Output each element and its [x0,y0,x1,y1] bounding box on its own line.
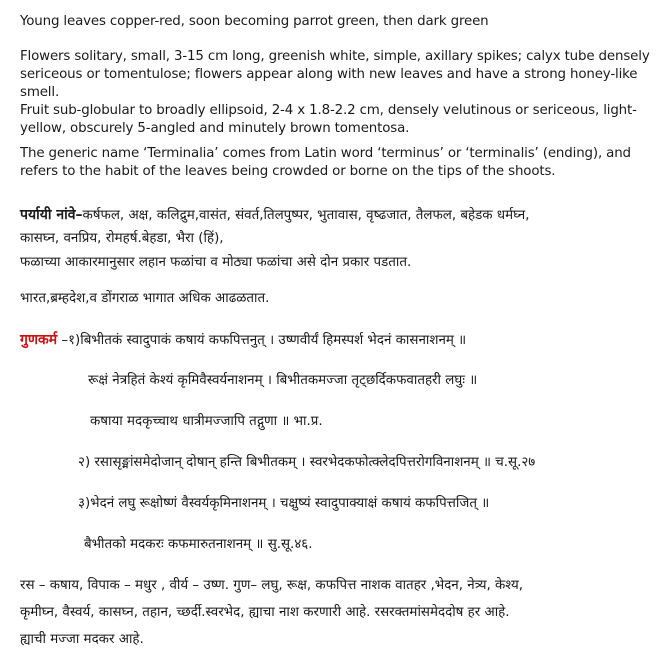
verse-4: बैभीतको मदकरः कफमारुतनाशनम् ॥ सु.सू.४६. [84,537,313,552]
verse-3: ३)भेदनं लघु रूक्षोष्णं वैस्वर्यकृमिनाशनम् । चक्षुष्यं स्वादुपाक्याक्षं कषायं कफपित्तजित् ॥ [78,496,490,511]
gunakarma-label: गुणकर्म [20,332,58,348]
synonyms-text-1: कर्षफल, अक्ष, कलिद्रुम,वासंत, संवर्त,तिलपुष्पर, भुतावास, वृष्ढजात, तैलफल, बहेडक धर्मघ्न, [82,208,530,223]
properties-line-3: ह्याची मज्जा मदकर आहे. [20,632,144,647]
fruit-types-line: फळाच्या आकारमानुसार लहान फळांचा व मोठ्या फळांचा असे दोन प्रकार पडतात. [20,255,412,270]
gunakarma-line-1 [20,332,466,349]
flowers-description-line-2: sericeous or tomentulose; flowers appear along with new leaves and have a strong honey-like [20,67,638,82]
flowers-description-line-3: smell. [20,85,60,100]
fruit-description-line-1: Fruit sub-globular to broadly ellipsoid, 2-4 x 1.8-2.2 cm, densely velutinous or sericeous, light- [20,103,637,118]
generic-name-line-1: The generic name ‘Terminalia’ comes from Latin word ‘terminus’ or ‘terminalis’ (ending), and [20,146,631,161]
verse-1b: रूक्षं नेत्रहितं केश्यं कृमिवैस्वर्यनाशनम् । बिभीतकमज्जा तृट्छर्दिकफवातहरी लघुः ॥ [88,373,478,388]
verse-1a: –१)बिभीतकं स्वादुपाकं कषायं कफपित्तनुत् । उष्णवीर्यं हिमस्पर्श भेदनं कासनाशनम् ॥ [57,333,467,348]
synonyms-line-2: कासघ्न, वनप्रिय, रोमहर्ष.बेहडा, भैरा (हिं), [20,231,224,246]
leaves-description: Young leaves copper-red, soon becoming parrot green, then dark green [20,14,489,29]
properties-line-1: रस – कषाय, विपाक – मधुर , वीर्य – उष्ण. गुण– लघु, रूक्ष, कफपित्त नाशक वातहर ,भेदन, नेत्र्य, केश्य, [20,578,524,593]
flowers-description-line-1: Flowers solitary, small, 3-15 cm long, greenish white, simple, axillary spikes; calyx tube densely [20,49,650,64]
synonyms-line-1 [20,207,529,224]
verse-2: २) रसासृङ्मांसमेदोजान् दोषान् हन्ति बिभीतकम् । स्वरभेदकफोत्क्लेदपित्तरोगविनाशनम् ॥ च.सू.२७ [78,455,536,470]
distribution-line: भारत,ब्रम्हदेश,व डोंगराळ भागात अधिक आढळतात. [20,291,270,306]
generic-name-line-2: refers to the habit of the leaves being crowded or borne on the tips of the shoots. [20,164,556,179]
synonyms-label: पर्यायी नांवे– [20,207,83,223]
verse-1c: कषाया मदकृच्चाथ धात्रीमज्जापि तद्गुणा ॥ भा.प्र. [90,414,323,429]
properties-line-2: कृमीघ्न, वैस्वर्य, कासघ्न, तहान, च्छर्दी.स्वरभेद, ह्याचा नाश करणारी आहे. रसरक्तमांसमेददोष हर आहे. [20,605,510,620]
fruit-description-line-2: yellow, obscurely 5-angled and minutely brown tomentosa. [20,121,410,136]
